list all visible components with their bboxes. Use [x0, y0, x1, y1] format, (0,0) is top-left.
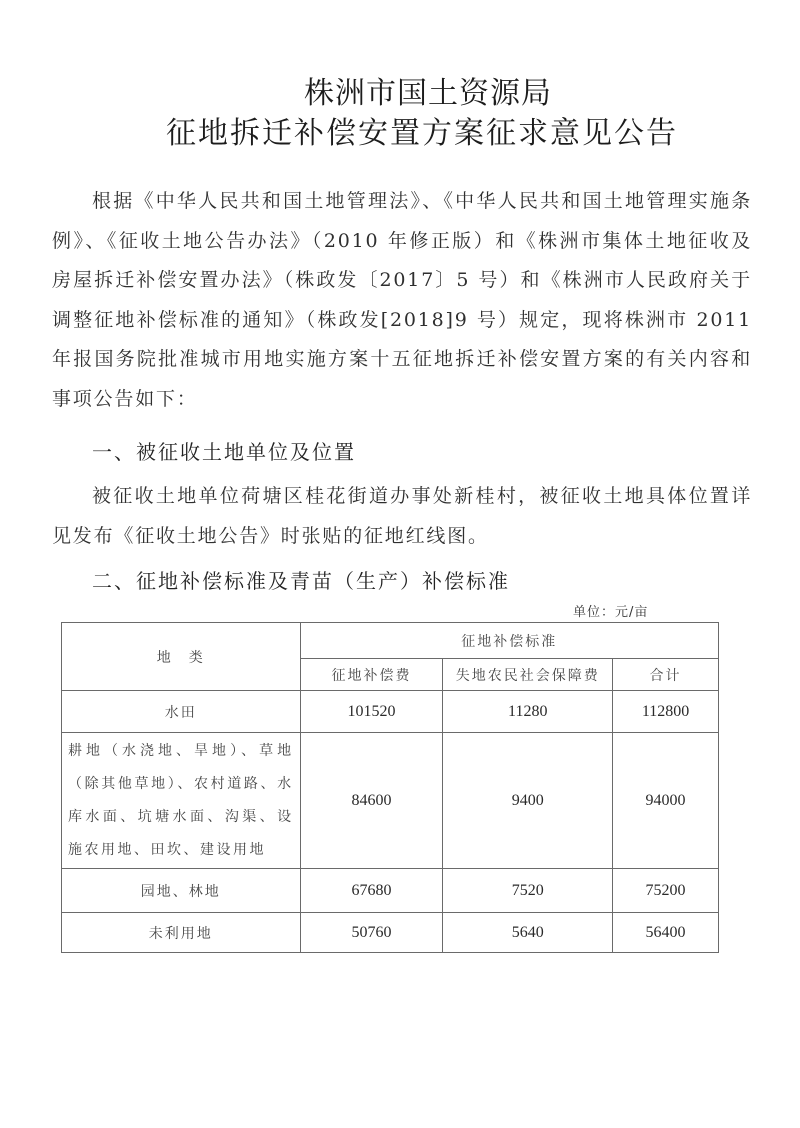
row-total: 75200: [613, 869, 719, 913]
header-social-security-fee: 失地农民社会保障费: [443, 659, 613, 691]
row-category: 园地、林地: [62, 869, 301, 913]
header-total: 合计: [613, 659, 719, 691]
row-total: 112800: [613, 691, 719, 733]
table-header-row-1: [62, 623, 719, 659]
row-compensation: 67680: [300, 869, 443, 913]
row-social-security: 7520: [443, 869, 613, 913]
row-compensation: 50760: [300, 913, 443, 953]
row-social-security: 5640: [443, 913, 613, 953]
table-row: [62, 691, 719, 733]
header-land-category: 地 类: [62, 623, 301, 691]
section1-body: 被征收土地单位荷塘区桂花街道办事处新桂村，被征收土地具体位置详见发布《征收土地公告》时张贴的征地红线图。: [52, 485, 752, 547]
row-total: 94000: [613, 733, 719, 869]
row-category: 未利用地: [62, 913, 301, 953]
row-compensation: 101520: [300, 691, 443, 733]
header-compensation-standard: 征地补偿标准: [300, 623, 718, 659]
intro-paragraph: 根据《中华人民共和国土地管理法》、《中华人民共和国土地管理实施条例》、《征收土地公告办法》（2010 年修正版）和《株洲市集体土地征收及房屋拆迁补偿安置办法》（株政发〔2017〕5 号）和《株洲市人民政府关于调整征地补偿标准的通知》（株政发[2018]9 号）规定，现将株洲市 2011 年报国务院批准城市用地实施方案十五征地拆迁补偿安置方案的有关内容和事项公告如下：: [52, 190, 752, 410]
table-row: [62, 869, 719, 913]
table-row: [62, 913, 719, 953]
row-social-security: 11280: [443, 691, 613, 733]
section2-heading: 二、征地补偿标准及青苗（生产）补偿标准: [92, 569, 510, 593]
row-category: 耕地（水浇地、旱地）、草地（除其他草地）、农村道路、水库水面、坑塘水面、沟渠、设施农用地、田坎、建设用地: [62, 733, 301, 869]
row-category: 水田: [62, 691, 301, 733]
section1-heading: 一、被征收土地单位及位置: [92, 440, 356, 464]
row-total: 56400: [613, 913, 719, 953]
compensation-table: [61, 622, 719, 953]
table-row: [62, 733, 719, 869]
header-compensation-fee: 征地补偿费: [300, 659, 443, 691]
row-social-security: 9400: [443, 733, 613, 869]
unit-label: 单位：元/亩: [573, 605, 649, 620]
document-title-line1: 株洲市国土资源局: [304, 76, 552, 111]
document-title-line2: 征地拆迁补偿安置方案征求意见公告: [166, 116, 678, 151]
row-compensation: 84600: [300, 733, 443, 869]
